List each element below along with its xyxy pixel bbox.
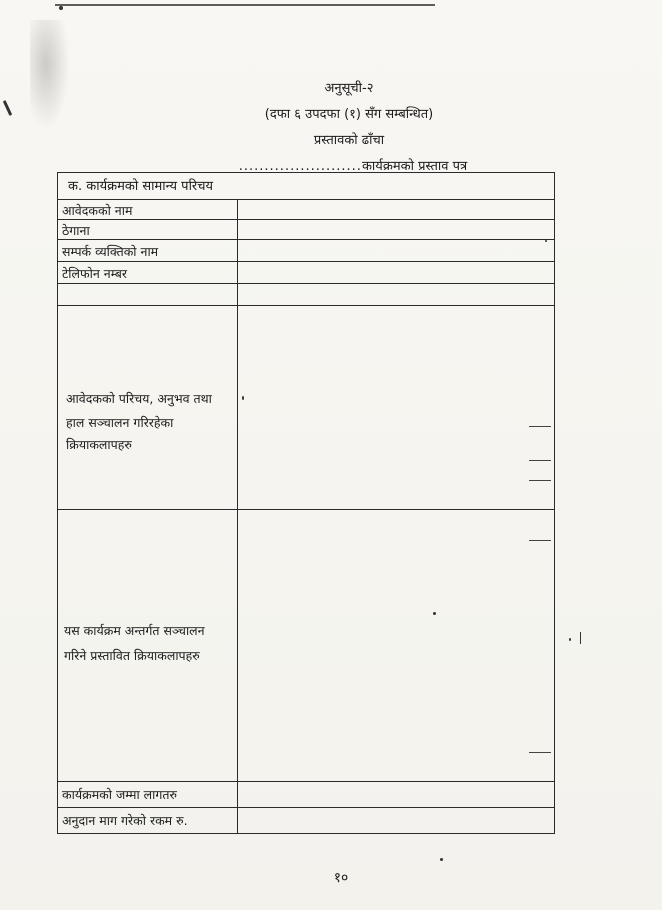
grant-requested-label: अनुदान माग गरेको रकम रु. — [62, 813, 188, 828]
applicant-intro-label-line3: क्रियाकलापहरु — [66, 437, 132, 452]
margin-tick — [529, 540, 551, 541]
proposed-activities-label-line2: गरिने प्रस्तावित क्रियाकलापहरु — [64, 648, 200, 663]
dotted-blank: ........................ — [238, 159, 362, 174]
row-divider — [58, 199, 554, 200]
page-number: १० — [333, 870, 349, 886]
applicant-intro-label-line2: हाल सञ्चालन गरिरहेका — [66, 415, 174, 430]
row-divider — [58, 283, 554, 284]
total-cost-label: कार्यक्रमको जम्मा लागतरु — [62, 787, 178, 802]
margin-tick — [529, 752, 551, 753]
scan-speck — [59, 6, 63, 10]
margin-tick — [529, 480, 551, 481]
contact-person-label: सम्पर्क व्यक्तिको नाम — [62, 244, 159, 259]
scan-speck — [440, 858, 443, 861]
column-divider — [237, 199, 238, 833]
address-label: ठेगाना — [62, 223, 90, 238]
applicant-intro-label-line1: आवेदकको परिचय, अनुभव तथा — [66, 391, 212, 406]
proposal-letter-label: कार्यक्रमको प्रस्ताव पत्र — [361, 159, 468, 174]
scan-speck — [569, 638, 571, 641]
proposed-activities-label-line1: यस कार्यक्रम अन्तर्गत सञ्चालन — [64, 623, 205, 638]
scan-speck — [580, 632, 581, 644]
section-reference: (दफा ६ उपदफा (१) सँग सम्बन्धित) — [264, 107, 434, 122]
scan-mark — [3, 100, 12, 116]
proposal-form-table — [57, 172, 555, 834]
margin-tick — [529, 426, 551, 427]
row-divider — [58, 261, 554, 262]
applicant-name-label: आवेदकको नाम — [62, 203, 133, 218]
schedule-heading: अनुसूची-२ — [324, 81, 374, 96]
row-divider — [58, 807, 554, 808]
telephone-label: टेलिफोन नम्बर — [62, 266, 128, 281]
row-divider — [58, 781, 554, 782]
margin-tick — [529, 460, 551, 461]
scan-edge — [55, 4, 435, 6]
format-title: प्रस्तावको ढाँचा — [313, 133, 385, 148]
row-divider — [58, 509, 554, 510]
row-divider — [58, 305, 554, 306]
row-divider — [58, 239, 554, 240]
section-title: क. कार्यक्रमको सामान्य परिचय — [68, 179, 214, 194]
